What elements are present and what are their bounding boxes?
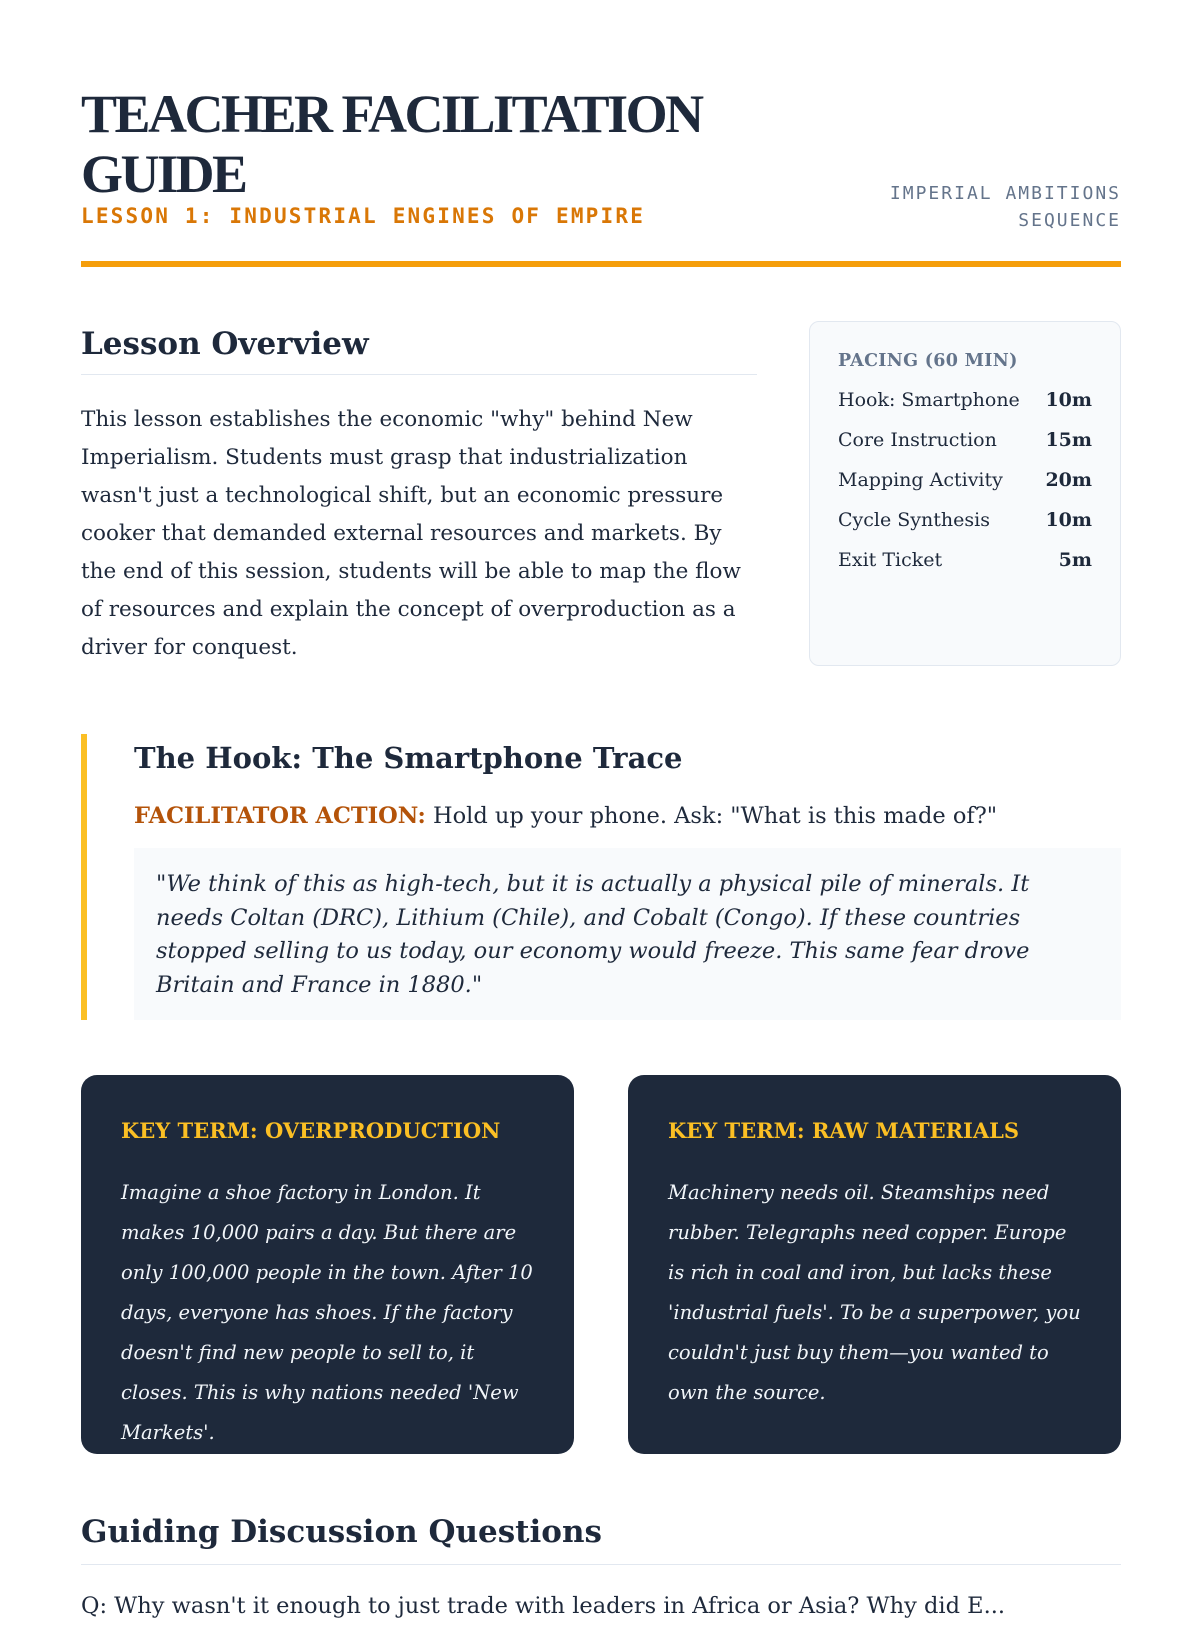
lesson-overview-section <box>81 318 757 667</box>
header-divider <box>81 261 1121 267</box>
facilitation-guide-page <box>81 0 1121 1619</box>
key-term-title: KEY TERM: OVERPRODUCTION <box>121 1118 501 1143</box>
pacing-row <box>838 380 1092 420</box>
hook-section <box>81 734 1121 1020</box>
pacing-duration: 5m <box>1058 549 1092 571</box>
pacing-activity: Hook: Smartphone <box>838 389 1020 411</box>
pacing-activity: Core Instruction <box>838 429 997 451</box>
key-term-card-raw-materials <box>628 1075 1121 1454</box>
pacing-row <box>838 500 1092 540</box>
pacing-row <box>838 540 1092 580</box>
pacing-row <box>838 420 1092 460</box>
sequence-label-line1: IMPERIAL AMBITIONS <box>889 183 1121 204</box>
lesson-overview-text: This lesson establishes the economic "why" behind New Imperialism. Students must grasp that industrialization wasn't just a technological shift, but an economic pressure cooker that demanded external resources and markets. By the end of this session, students will be able to map the flow of resources and explain the concept of overproduction as a driver for conquest. <box>81 407 741 660</box>
page-title: TEACHER FACILITATION GUIDE <box>81 84 702 204</box>
pacing-duration: 15m <box>1045 429 1092 451</box>
pacing-duration: 10m <box>1045 389 1092 411</box>
pacing-activity: Cycle Synthesis <box>838 509 990 531</box>
facilitator-action <box>134 796 997 836</box>
discussion-heading: Guiding Discussion Questions <box>81 1506 1121 1565</box>
discussion-question: Q: Why wasn't it enough to just trade with leaders in Africa or Asia? Why did E... <box>81 1593 1006 1619</box>
facilitator-action-text: Hold up your phone. Ask: "What is this made of?" <box>425 803 998 829</box>
pacing-duration: 20m <box>1045 469 1092 491</box>
key-term-title: KEY TERM: RAW MATERIALS <box>668 1118 1020 1143</box>
key-term-card-overproduction <box>81 1075 574 1454</box>
hook-accent-bar <box>81 734 87 1020</box>
key-term-text: Machinery needs oil. Steamships need rubber. Telegraphs need copper. Europe is rich in coal and iron, but lacks these 'industrial fuels'. To be a superpower, you couldn't just buy them—you wanted to own the source. <box>668 1181 1081 1404</box>
sequence-label <box>821 180 1121 234</box>
pacing-row <box>838 460 1092 500</box>
pacing-duration: 10m <box>1045 509 1092 531</box>
pacing-box <box>809 321 1121 666</box>
pacing-activity: Exit Ticket <box>838 549 943 571</box>
page-header <box>81 0 1121 268</box>
discussion-section <box>81 1506 1121 1625</box>
facilitator-action-label: FACILITATOR ACTION: <box>134 803 426 829</box>
hook-title: The Hook: The Smartphone Trace <box>134 741 683 775</box>
key-term-text: Imagine a shoe factory in London. It makes 10,000 pairs a day. But there are only 100,000 people in the town. After 10 days, everyone has shoes. If the factory doesn't find new people to sell to, it closes. This is why nations needed 'New Markets'. <box>121 1181 533 1444</box>
pacing-title: PACING (60 MIN) <box>838 351 1018 371</box>
lesson-subtitle: LESSON 1: INDUSTRIAL ENGINES OF EMPIRE <box>81 204 646 228</box>
pacing-activity: Mapping Activity <box>838 469 1003 491</box>
hook-quote: "We think of this as high-tech, but it is actually a physical pile of minerals. It needs Coltan (DRC), Lithium (Chile), and Cobalt (Congo). If these countries stopped selling to us today, our economy would freeze. This same fear drove Britain and France in 1880." <box>134 848 1121 1020</box>
sequence-label-line2: SEQUENCE <box>1018 210 1121 231</box>
lesson-overview-heading: Lesson Overview <box>81 318 757 375</box>
